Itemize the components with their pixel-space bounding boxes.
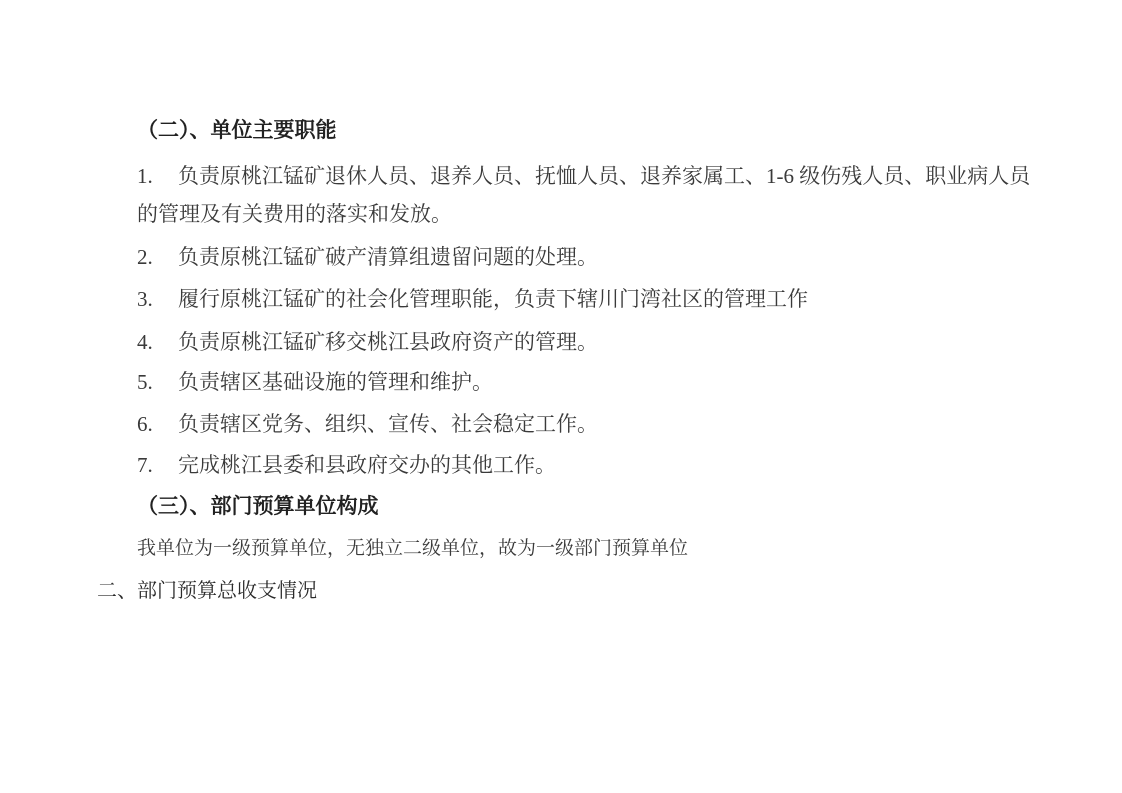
list-item-7-number: 7. — [137, 453, 153, 477]
list-item-3-number: 3. — [137, 287, 153, 311]
list-item-6-number: 6. — [137, 412, 153, 436]
list-item-1-text: 负责原桃江锰矿退休人员、退养人员、抚恤人员、退养家属工、1-6 级伤残人员、职业病人员 — [178, 164, 1031, 188]
list-item-7-text: 完成桃江县委和县政府交办的其他工作。 — [178, 453, 556, 477]
list-item-2-number: 2. — [137, 245, 153, 269]
list-item-4-number: 4. — [137, 330, 153, 354]
chapter-heading-total-budget: 二、部门预算总收支情况 — [97, 580, 317, 602]
list-item-2 — [137, 242, 598, 272]
list-item-5-text: 负责辖区基础设施的管理和维护。 — [178, 370, 493, 394]
list-item-6 — [137, 409, 598, 439]
list-item-3-text: 履行原桃江锰矿的社会化管理职能，负责下辖川门湾社区的管理工作 — [178, 287, 808, 311]
section-heading-budget-unit-composition: （三）、部门预算单位构成 — [137, 495, 379, 518]
list-item-6-text: 负责辖区党务、组织、宣传、社会稳定工作。 — [178, 412, 598, 436]
list-item-5 — [137, 367, 493, 397]
list-item-4 — [137, 327, 598, 357]
list-item-4-text: 负责原桃江锰矿移交桃江县政府资产的管理。 — [178, 330, 598, 354]
list-item-1-number: 1. — [137, 164, 153, 188]
list-item-2-text: 负责原桃江锰矿破产清算组遗留问题的处理。 — [178, 245, 598, 269]
list-item-3 — [137, 284, 808, 314]
section3-body-text: 我单位为一级预算单位，无独立二级单位，故为一级部门预算单位 — [137, 538, 689, 559]
list-item-1 — [137, 161, 1031, 191]
section-heading-unit-functions: （二）、单位主要职能 — [137, 119, 337, 142]
list-item-1-continuation: 的管理及有关费用的落实和发放。 — [137, 202, 452, 226]
list-item-5-number: 5. — [137, 370, 153, 394]
list-item-7 — [137, 450, 556, 480]
